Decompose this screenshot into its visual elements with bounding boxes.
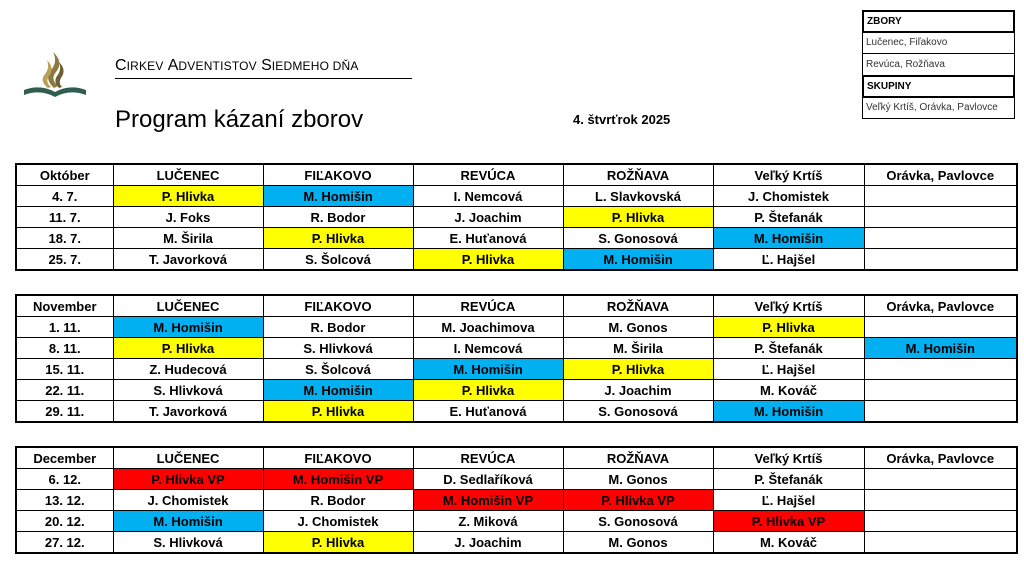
org-initial: C xyxy=(115,57,127,74)
preacher-cell-roznava: S. Gonosová xyxy=(563,401,713,423)
preacher-cell-lucenec: T. Javorková xyxy=(113,249,263,271)
preacher-cell-roznava: M. Gonos xyxy=(563,532,713,554)
date-cell: 25. 7. xyxy=(16,249,113,271)
legend-heading: ZBORY xyxy=(862,10,1015,33)
org-word-part: DVENTISTOV xyxy=(178,59,257,73)
preacher-cell-velky-krtis: Ľ. Hajšel xyxy=(713,490,864,511)
column-header-lucenec: LUČENEC xyxy=(113,447,263,469)
quarter-label: 4. štvrťrok 2025 xyxy=(573,112,671,127)
preacher-cell-revuca: M. Homišin VP xyxy=(413,490,563,511)
preacher-cell-oravka-pavlovce xyxy=(864,186,1017,207)
preacher-cell-roznava: P. Hlivka xyxy=(563,359,713,380)
table-row xyxy=(16,228,1017,249)
preacher-cell-lucenec: M. Homišin xyxy=(113,511,263,532)
preacher-cell-filakovo: P. Hlivka xyxy=(263,532,413,554)
table-row xyxy=(16,249,1017,271)
preacher-cell-filakovo: P. Hlivka xyxy=(263,401,413,423)
preacher-cell-oravka-pavlovce xyxy=(864,207,1017,228)
date-cell: 27. 12. xyxy=(16,532,113,554)
preacher-cell-lucenec: P. Hlivka xyxy=(113,338,263,359)
legend-item: Revúca, Rožňava xyxy=(863,54,1014,76)
preacher-cell-lucenec: T. Javorková xyxy=(113,401,263,423)
preacher-cell-velky-krtis: Ľ. Hajšel xyxy=(713,249,864,271)
preacher-cell-oravka-pavlovce xyxy=(864,532,1017,554)
column-header-oravka-pavlovce: Orávka, Pavlovce xyxy=(864,295,1017,317)
preacher-cell-oravka-pavlovce xyxy=(864,228,1017,249)
column-header-velky-krtis: Veľký Krtíš xyxy=(713,447,864,469)
column-header-velky-krtis: Veľký Krtíš xyxy=(713,164,864,186)
schedule-table-november xyxy=(15,294,1018,423)
preacher-cell-lucenec: Z. Hudecová xyxy=(113,359,263,380)
preacher-cell-oravka-pavlovce xyxy=(864,469,1017,490)
column-header-roznava: ROŽŇAVA xyxy=(563,164,713,186)
column-header-roznava: ROŽŇAVA xyxy=(563,295,713,317)
preacher-cell-filakovo: R. Bodor xyxy=(263,490,413,511)
preacher-cell-revuca: P. Hlivka xyxy=(413,380,563,401)
preacher-cell-revuca: M. Joachimova xyxy=(413,317,563,338)
preacher-cell-revuca: I. Nemcová xyxy=(413,338,563,359)
preacher-cell-roznava: S. Gonosová xyxy=(563,228,713,249)
column-header-roznava: ROŽŇAVA xyxy=(563,447,713,469)
preacher-cell-lucenec: P. Hlivka VP xyxy=(113,469,263,490)
table-row xyxy=(16,207,1017,228)
preacher-cell-filakovo: P. Hlivka xyxy=(263,228,413,249)
table-row xyxy=(16,338,1017,359)
preacher-cell-roznava: J. Joachim xyxy=(563,380,713,401)
preacher-cell-roznava: P. Hlivka xyxy=(563,207,713,228)
preacher-cell-lucenec: S. Hlivková xyxy=(113,532,263,554)
date-cell: 13. 12. xyxy=(16,490,113,511)
org-word-part: IEDMEHO DŇA xyxy=(271,59,359,73)
preacher-cell-lucenec: M. Homišin xyxy=(113,317,263,338)
table-row xyxy=(16,490,1017,511)
preacher-cell-revuca: I. Nemcová xyxy=(413,186,563,207)
table-header-row xyxy=(16,295,1017,317)
preacher-cell-roznava: M. Gonos xyxy=(563,469,713,490)
date-cell: 6. 12. xyxy=(16,469,113,490)
date-cell: 11. 7. xyxy=(16,207,113,228)
preacher-cell-filakovo: R. Bodor xyxy=(263,207,413,228)
table-header-row xyxy=(16,164,1017,186)
date-cell: 22. 11. xyxy=(16,380,113,401)
column-header-revuca: REVÚCA xyxy=(413,447,563,469)
legend-item: Lučenec, Fiľakovo xyxy=(863,32,1014,54)
org-initial: S xyxy=(261,57,272,74)
date-cell: 20. 12. xyxy=(16,511,113,532)
preacher-cell-lucenec: J. Foks xyxy=(113,207,263,228)
column-header-filakovo: FIĽAKOVO xyxy=(263,295,413,317)
preacher-cell-oravka-pavlovce: M. Homišin xyxy=(864,338,1017,359)
preacher-cell-revuca: D. Sedlaříková xyxy=(413,469,563,490)
preacher-cell-revuca: J. Joachim xyxy=(413,532,563,554)
table-header-row xyxy=(16,447,1017,469)
date-cell: 29. 11. xyxy=(16,401,113,423)
preacher-cell-filakovo: R. Bodor xyxy=(263,317,413,338)
column-header-oravka-pavlovce: Orávka, Pavlovce xyxy=(864,447,1017,469)
month-header: December xyxy=(16,447,113,469)
column-header-velky-krtis: Veľký Krtíš xyxy=(713,295,864,317)
preacher-cell-oravka-pavlovce xyxy=(864,380,1017,401)
organization-name xyxy=(115,57,412,79)
preacher-cell-filakovo: M. Homišin xyxy=(263,380,413,401)
preacher-cell-revuca: J. Joachim xyxy=(413,207,563,228)
table-row xyxy=(16,317,1017,338)
preacher-cell-lucenec: J. Chomistek xyxy=(113,490,263,511)
preacher-cell-revuca: E. Huťanová xyxy=(413,228,563,249)
preacher-cell-velky-krtis: M. Kováč xyxy=(713,532,864,554)
preacher-cell-velky-krtis: P. Štefanák xyxy=(713,469,864,490)
preacher-cell-velky-krtis: P. Štefanák xyxy=(713,338,864,359)
date-cell: 4. 7. xyxy=(16,186,113,207)
table-row xyxy=(16,186,1017,207)
date-cell: 18. 7. xyxy=(16,228,113,249)
legend-heading: SKUPINY xyxy=(862,75,1015,98)
table-row xyxy=(16,380,1017,401)
column-header-oravka-pavlovce: Orávka, Pavlovce xyxy=(864,164,1017,186)
preacher-cell-filakovo: S. Šolcová xyxy=(263,249,413,271)
month-header: November xyxy=(16,295,113,317)
preacher-cell-revuca: P. Hlivka xyxy=(413,249,563,271)
column-header-filakovo: FIĽAKOVO xyxy=(263,447,413,469)
preacher-cell-oravka-pavlovce xyxy=(864,511,1017,532)
preacher-cell-velky-krtis: P. Hlivka VP xyxy=(713,511,864,532)
column-header-revuca: REVÚCA xyxy=(413,295,563,317)
preacher-cell-lucenec: M. Širila xyxy=(113,228,263,249)
page-title: Program kázaní zborov xyxy=(115,106,364,133)
preacher-cell-velky-krtis: M. Homišin xyxy=(713,401,864,423)
preacher-cell-revuca: Z. Miková xyxy=(413,511,563,532)
column-header-lucenec: LUČENEC xyxy=(113,295,263,317)
table-row xyxy=(16,401,1017,423)
preacher-cell-velky-krtis: M. Kováč xyxy=(713,380,864,401)
column-header-revuca: REVÚCA xyxy=(413,164,563,186)
preacher-cell-roznava: L. Slavkovská xyxy=(563,186,713,207)
schedule-table-october xyxy=(15,163,1018,271)
preacher-cell-oravka-pavlovce xyxy=(864,401,1017,423)
preacher-cell-revuca: E. Huťanová xyxy=(413,401,563,423)
preacher-cell-filakovo: M. Homišin VP xyxy=(263,469,413,490)
org-word-part: IRKEV xyxy=(126,59,164,73)
table-row xyxy=(16,469,1017,490)
preacher-cell-velky-krtis: M. Homišin xyxy=(713,228,864,249)
preacher-cell-filakovo: S. Šolcová xyxy=(263,359,413,380)
preacher-cell-filakovo: M. Homišin xyxy=(263,186,413,207)
preacher-cell-roznava: M. Širila xyxy=(563,338,713,359)
preacher-cell-velky-krtis: J. Chomistek xyxy=(713,186,864,207)
preacher-cell-oravka-pavlovce xyxy=(864,359,1017,380)
preacher-cell-lucenec: P. Hlivka xyxy=(113,186,263,207)
preacher-cell-oravka-pavlovce xyxy=(864,317,1017,338)
column-header-lucenec: LUČENEC xyxy=(113,164,263,186)
month-header: Október xyxy=(16,164,113,186)
table-row xyxy=(16,532,1017,554)
table-row xyxy=(16,359,1017,380)
legend-item: Veľký Krtíš, Orávka, Pavlovce xyxy=(866,102,998,113)
preacher-cell-filakovo: J. Chomistek xyxy=(263,511,413,532)
date-cell: 15. 11. xyxy=(16,359,113,380)
preacher-cell-oravka-pavlovce xyxy=(864,490,1017,511)
column-header-filakovo: FIĽAKOVO xyxy=(263,164,413,186)
church-logo-icon xyxy=(20,48,90,100)
date-cell: 8. 11. xyxy=(16,338,113,359)
preacher-cell-roznava: M. Homišin xyxy=(563,249,713,271)
org-initial: A xyxy=(167,57,179,74)
preacher-cell-roznava: S. Gonosová xyxy=(563,511,713,532)
preacher-cell-oravka-pavlovce xyxy=(864,249,1017,271)
table-row xyxy=(16,511,1017,532)
preacher-cell-filakovo: S. Hlivková xyxy=(263,338,413,359)
preacher-cell-revuca: M. Homišin xyxy=(413,359,563,380)
preacher-cell-velky-krtis: P. Hlivka xyxy=(713,317,864,338)
preacher-cell-velky-krtis: P. Štefanák xyxy=(713,207,864,228)
preacher-cell-velky-krtis: Ľ. Hajšel xyxy=(713,359,864,380)
preacher-cell-roznava: M. Gonos xyxy=(563,317,713,338)
preacher-cell-lucenec: S. Hlivková xyxy=(113,380,263,401)
preacher-cell-roznava: P. Hlivka VP xyxy=(563,490,713,511)
date-cell: 1. 11. xyxy=(16,317,113,338)
schedule-table-december xyxy=(15,446,1018,554)
congregations-legend xyxy=(862,10,1015,119)
